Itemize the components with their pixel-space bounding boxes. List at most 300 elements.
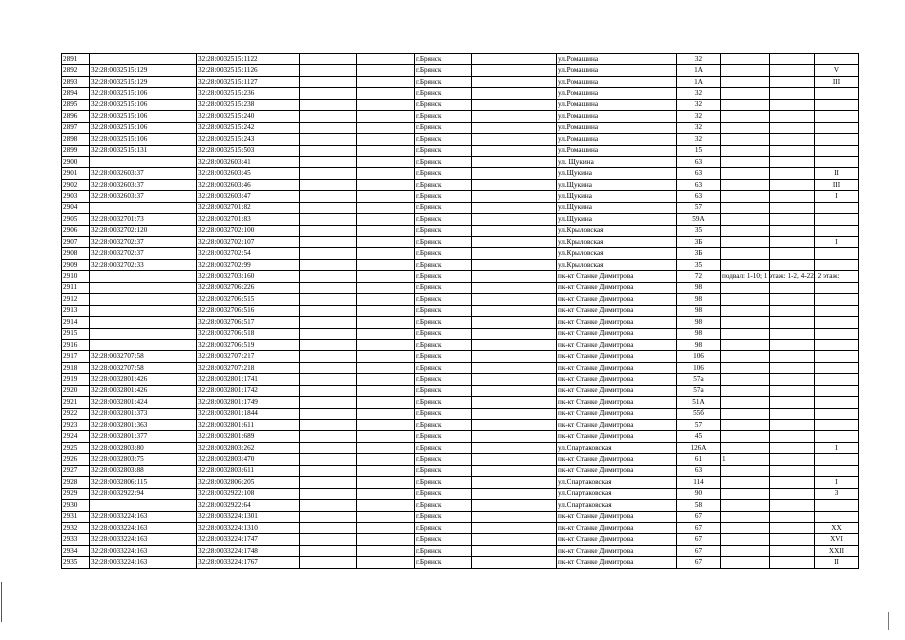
table-row — [62, 511, 859, 522]
empty-col-7-cell — [472, 408, 557, 419]
empty-col-11-cell — [770, 202, 815, 213]
row-number-cell: 2933 — [62, 534, 90, 545]
parent-cadastral-number-cell: 32:28:0032707:58 — [90, 351, 197, 362]
floor-roman-cell — [815, 500, 859, 511]
premises-cell — [721, 420, 770, 431]
cadastral-number-cell: 32:28:0032515:1126 — [197, 65, 300, 76]
city-cell: г.Брянск — [415, 397, 472, 408]
empty-col-5-cell — [357, 317, 415, 328]
parent-cadastral-number-cell — [90, 317, 197, 328]
floor-roman-cell — [815, 145, 859, 156]
house-number-cell: 98 — [677, 305, 721, 316]
table-row — [62, 225, 859, 236]
empty-col-5-cell — [357, 477, 415, 488]
floor-roman-cell: XX — [815, 522, 859, 533]
city-cell: г.Брянск — [415, 465, 472, 476]
city-cell: г.Брянск — [415, 500, 472, 511]
empty-col-5-cell — [357, 191, 415, 202]
house-number-cell: 32 — [677, 122, 721, 133]
row-number-cell: 2896 — [62, 111, 90, 122]
empty-col-4-cell — [300, 248, 357, 259]
empty-col-7-cell — [472, 156, 557, 167]
parent-cadastral-number-cell: 32:28:0033224:163 — [90, 522, 197, 533]
row-number-cell: 2923 — [62, 420, 90, 431]
street-cell: пк-кт Станке Димитрова — [557, 397, 677, 408]
parent-cadastral-number-cell: 32:28:0032603:37 — [90, 191, 197, 202]
city-cell: г.Брянск — [415, 522, 472, 533]
street-cell: пк-кт Станке Димитрова — [557, 385, 677, 396]
street-cell: ул.Ромашина — [557, 134, 677, 145]
parent-cadastral-number-cell: 32:28:0032702:33 — [90, 259, 197, 270]
empty-col-4-cell — [300, 88, 357, 99]
empty-col-4-cell — [300, 317, 357, 328]
house-number-cell: 98 — [677, 339, 721, 350]
table-row — [62, 305, 859, 316]
empty-col-5-cell — [357, 442, 415, 453]
empty-col-4-cell — [300, 65, 357, 76]
table-row — [62, 362, 859, 373]
house-number-cell: 67 — [677, 534, 721, 545]
table-row — [62, 522, 859, 533]
row-number-cell: 2901 — [62, 168, 90, 179]
empty-col-5-cell — [357, 225, 415, 236]
empty-col-4-cell — [300, 454, 357, 465]
house-number-cell: 57 — [677, 420, 721, 431]
empty-col-11-cell — [770, 111, 815, 122]
empty-col-4-cell — [300, 511, 357, 522]
row-number-cell: 2920 — [62, 385, 90, 396]
table-row — [62, 534, 859, 545]
empty-col-11-cell — [770, 122, 815, 133]
empty-col-4-cell — [300, 408, 357, 419]
empty-col-11-cell — [770, 156, 815, 167]
empty-col-4-cell — [300, 362, 357, 373]
street-cell: пк-кт Станке Димитрова — [557, 282, 677, 293]
street-cell: пк-кт Станке Димитрова — [557, 408, 677, 419]
row-number-cell: 2935 — [62, 557, 90, 568]
city-cell: г.Брянск — [415, 202, 472, 213]
street-cell: пк-кт Станке Димитрова — [557, 420, 677, 431]
empty-col-4-cell — [300, 202, 357, 213]
empty-col-7-cell — [472, 271, 557, 282]
house-number-cell: 67 — [677, 545, 721, 556]
house-number-cell: 57 — [677, 202, 721, 213]
premises-cell — [721, 282, 770, 293]
city-cell: г.Брянск — [415, 374, 472, 385]
house-number-cell: 45 — [677, 431, 721, 442]
parent-cadastral-number-cell: 32:28:0032515:106 — [90, 99, 197, 110]
empty-col-11-cell — [770, 511, 815, 522]
empty-col-5-cell — [357, 168, 415, 179]
cadastral-number-cell: 32:28:0032801:1741 — [197, 374, 300, 385]
empty-col-11-cell — [770, 385, 815, 396]
row-number-cell: 2924 — [62, 431, 90, 442]
row-number-cell: 2899 — [62, 145, 90, 156]
cadastral-number-cell: 32:28:0032706:519 — [197, 339, 300, 350]
table-row — [62, 431, 859, 442]
parent-cadastral-number-cell: 32:28:0032707:58 — [90, 362, 197, 373]
premises-cell — [721, 488, 770, 499]
floor-roman-cell — [815, 99, 859, 110]
street-cell: ул. Щукина — [557, 156, 677, 167]
street-cell: ул.Крыловская — [557, 225, 677, 236]
floor-roman-cell: III — [815, 76, 859, 87]
street-cell: ул.Щукина — [557, 168, 677, 179]
premises-cell — [721, 351, 770, 362]
parent-cadastral-number-cell: 32:28:0032701:73 — [90, 214, 197, 225]
empty-col-7-cell — [472, 442, 557, 453]
row-number-cell: 2921 — [62, 397, 90, 408]
empty-col-7-cell — [472, 168, 557, 179]
cadastral-number-cell: 32:28:0033224:1748 — [197, 545, 300, 556]
empty-col-5-cell — [357, 488, 415, 499]
house-number-cell: 67 — [677, 511, 721, 522]
empty-col-11-cell — [770, 145, 815, 156]
city-cell: г.Брянск — [415, 191, 472, 202]
empty-col-7-cell — [472, 557, 557, 568]
street-cell: пк-кт Станке Димитрова — [557, 362, 677, 373]
city-cell: г.Брянск — [415, 134, 472, 145]
street-cell: пк-кт Станке Димитрова — [557, 465, 677, 476]
street-cell: пк-кт Станке Димитрова — [557, 454, 677, 465]
house-number-cell: 67 — [677, 522, 721, 533]
empty-col-11-cell — [770, 534, 815, 545]
empty-col-11-cell — [770, 500, 815, 511]
empty-col-11-cell — [770, 225, 815, 236]
premises-cell — [721, 237, 770, 248]
floor-roman-cell — [815, 385, 859, 396]
empty-col-11-cell — [770, 454, 815, 465]
table-row — [62, 54, 859, 65]
row-number-cell: 2927 — [62, 465, 90, 476]
parent-cadastral-number-cell: 32:28:0032806:115 — [90, 477, 197, 488]
premises-cell: подвал: 1-10; 1 этаж: 1-2, 4-22; 2 этаж: — [721, 271, 770, 282]
city-cell: г.Брянск — [415, 76, 472, 87]
table-row — [62, 465, 859, 476]
empty-col-4-cell — [300, 351, 357, 362]
city-cell: г.Брянск — [415, 259, 472, 270]
empty-col-7-cell — [472, 214, 557, 225]
floor-roman-cell — [815, 294, 859, 305]
empty-col-7-cell — [472, 511, 557, 522]
floor-roman-cell — [815, 339, 859, 350]
premises-cell — [721, 191, 770, 202]
parent-cadastral-number-cell: 32:28:0032515:131 — [90, 145, 197, 156]
street-cell: пк-кт Станке Димитрова — [557, 511, 677, 522]
empty-col-5-cell — [357, 54, 415, 65]
cadastral-number-cell: 32:28:0032515:243 — [197, 134, 300, 145]
empty-col-4-cell — [300, 442, 357, 453]
cadastral-number-cell: 32:28:0032603:45 — [197, 168, 300, 179]
empty-col-11-cell — [770, 465, 815, 476]
city-cell: г.Брянск — [415, 362, 472, 373]
table-row — [62, 179, 859, 190]
row-number-cell: 2895 — [62, 99, 90, 110]
parent-cadastral-number-cell: 32:28:0032702:37 — [90, 237, 197, 248]
street-cell: ул.Ромашина — [557, 76, 677, 87]
floor-roman-cell — [815, 362, 859, 373]
premises-cell — [721, 545, 770, 556]
floor-roman-cell: V — [815, 65, 859, 76]
row-number-cell: 2913 — [62, 305, 90, 316]
parent-cadastral-number-cell — [90, 294, 197, 305]
house-number-cell: 3Б — [677, 248, 721, 259]
cadastral-number-cell: 32:28:0032701:82 — [197, 202, 300, 213]
table-row — [62, 237, 859, 248]
table-row — [62, 374, 859, 385]
house-number-cell: 90 — [677, 488, 721, 499]
city-cell: г.Брянск — [415, 111, 472, 122]
empty-col-4-cell — [300, 214, 357, 225]
row-number-cell: 2926 — [62, 454, 90, 465]
premises-cell — [721, 385, 770, 396]
empty-col-7-cell — [472, 328, 557, 339]
table-row — [62, 557, 859, 568]
house-number-cell: 98 — [677, 317, 721, 328]
premises-cell — [721, 477, 770, 488]
empty-col-4-cell — [300, 282, 357, 293]
house-number-cell: 126А — [677, 442, 721, 453]
empty-col-5-cell — [357, 557, 415, 568]
street-cell: ул.Щукина — [557, 191, 677, 202]
empty-col-11-cell — [770, 134, 815, 145]
city-cell: г.Брянск — [415, 454, 472, 465]
table-row — [62, 339, 859, 350]
cadastral-number-cell: 32:28:0033224:1301 — [197, 511, 300, 522]
city-cell: г.Брянск — [415, 145, 472, 156]
cadastral-number-cell: 32:28:0032801:1844 — [197, 408, 300, 419]
empty-col-7-cell — [472, 397, 557, 408]
premises-cell — [721, 88, 770, 99]
empty-col-5-cell — [357, 362, 415, 373]
row-number-cell: 2908 — [62, 248, 90, 259]
empty-col-4-cell — [300, 76, 357, 87]
parent-cadastral-number-cell — [90, 202, 197, 213]
empty-col-4-cell — [300, 179, 357, 190]
empty-col-11-cell — [770, 362, 815, 373]
house-number-cell: 1А — [677, 65, 721, 76]
parent-cadastral-number-cell: 32:28:0032515:106 — [90, 88, 197, 99]
table-row — [62, 477, 859, 488]
empty-col-7-cell — [472, 191, 557, 202]
empty-col-11-cell — [770, 76, 815, 87]
cadastral-number-cell: 32:28:0032922:64 — [197, 500, 300, 511]
street-cell: ул.Спартаковская — [557, 488, 677, 499]
floor-roman-cell — [815, 202, 859, 213]
empty-col-7-cell — [472, 362, 557, 373]
parent-cadastral-number-cell: 32:28:0032515:129 — [90, 65, 197, 76]
floor-roman-cell: III — [815, 179, 859, 190]
empty-col-4-cell — [300, 477, 357, 488]
empty-col-7-cell — [472, 111, 557, 122]
parent-cadastral-number-cell: 32:28:0032515:106 — [90, 122, 197, 133]
city-cell: г.Брянск — [415, 511, 472, 522]
street-cell: пк-кт Станке Димитрова — [557, 431, 677, 442]
house-number-cell: 63 — [677, 465, 721, 476]
empty-col-11-cell — [770, 545, 815, 556]
cadastral-number-cell: 32:28:0032603:47 — [197, 191, 300, 202]
row-number-cell: 2932 — [62, 522, 90, 533]
parent-cadastral-number-cell: 32:28:0033224:163 — [90, 511, 197, 522]
empty-col-4-cell — [300, 397, 357, 408]
empty-col-11-cell — [770, 339, 815, 350]
row-number-cell: 2928 — [62, 477, 90, 488]
cadastral-number-cell: 32:28:0032702:99 — [197, 259, 300, 270]
floor-roman-cell: 3 — [815, 488, 859, 499]
empty-col-5-cell — [357, 305, 415, 316]
premises-cell — [721, 317, 770, 328]
parent-cadastral-number-cell: 32:28:0033224:163 — [90, 534, 197, 545]
city-cell: г.Брянск — [415, 339, 472, 350]
floor-roman-cell — [815, 511, 859, 522]
house-number-cell: 63 — [677, 168, 721, 179]
table-row — [62, 294, 859, 305]
house-number-cell: 32 — [677, 111, 721, 122]
floor-roman-cell — [815, 431, 859, 442]
cadastral-number-cell: 32:28:0032706:226 — [197, 282, 300, 293]
row-number-cell: 2916 — [62, 339, 90, 350]
row-number-cell: 2907 — [62, 237, 90, 248]
row-number-cell: 2902 — [62, 179, 90, 190]
empty-col-11-cell — [770, 248, 815, 259]
cadastral-number-cell: 32:28:0032706:516 — [197, 305, 300, 316]
table-row — [62, 134, 859, 145]
empty-col-7-cell — [472, 88, 557, 99]
table-row — [62, 191, 859, 202]
table-row — [62, 122, 859, 133]
parent-cadastral-number-cell — [90, 305, 197, 316]
row-number-cell: 2910 — [62, 271, 90, 282]
house-number-cell: 67 — [677, 557, 721, 568]
city-cell: г.Брянск — [415, 317, 472, 328]
empty-col-5-cell — [357, 282, 415, 293]
house-number-cell: 106 — [677, 351, 721, 362]
empty-col-5-cell — [357, 179, 415, 190]
street-cell: пк-кт Станке Димитрова — [557, 374, 677, 385]
premises-cell — [721, 214, 770, 225]
empty-col-5-cell — [357, 237, 415, 248]
row-number-cell: 2892 — [62, 65, 90, 76]
empty-col-7-cell — [472, 248, 557, 259]
parent-cadastral-number-cell: 32:28:0032801:426 — [90, 385, 197, 396]
premises-cell — [721, 431, 770, 442]
empty-col-5-cell — [357, 156, 415, 167]
empty-col-11-cell — [770, 179, 815, 190]
street-cell: ул.Ромашина — [557, 122, 677, 133]
street-cell: пк-кт Станке Димитрова — [557, 317, 677, 328]
street-cell: ул.Ромашина — [557, 54, 677, 65]
cadastral-number-cell: 32:28:0032702:100 — [197, 225, 300, 236]
empty-col-5-cell — [357, 145, 415, 156]
premises-cell — [721, 225, 770, 236]
house-number-cell: 114 — [677, 477, 721, 488]
floor-roman-cell: XXII — [815, 545, 859, 556]
empty-col-4-cell — [300, 99, 357, 110]
empty-col-7-cell — [472, 374, 557, 385]
city-cell: г.Брянск — [415, 442, 472, 453]
empty-col-5-cell — [357, 88, 415, 99]
city-cell: г.Брянск — [415, 385, 472, 396]
premises-cell — [721, 522, 770, 533]
empty-col-4-cell — [300, 374, 357, 385]
empty-col-11-cell — [770, 294, 815, 305]
premises-cell — [721, 362, 770, 373]
floor-roman-cell — [815, 420, 859, 431]
cadastral-number-cell: 32:28:0032801:1749 — [197, 397, 300, 408]
parent-cadastral-number-cell: 32:28:0033224:163 — [90, 545, 197, 556]
empty-col-7-cell — [472, 237, 557, 248]
empty-col-4-cell — [300, 237, 357, 248]
cadastral-number-cell: 32:28:0032515:1122 — [197, 54, 300, 65]
empty-col-7-cell — [472, 305, 557, 316]
table-row — [62, 65, 859, 76]
premises-cell — [721, 500, 770, 511]
empty-col-7-cell — [472, 420, 557, 431]
cadastral-number-cell: 32:28:0032703:160 — [197, 271, 300, 282]
table-row — [62, 168, 859, 179]
house-number-cell: 98 — [677, 328, 721, 339]
row-number-cell: 2904 — [62, 202, 90, 213]
floor-roman-cell — [815, 317, 859, 328]
parent-cadastral-number-cell: 32:28:0032922:94 — [90, 488, 197, 499]
table-row — [62, 442, 859, 453]
row-number-cell: 2897 — [62, 122, 90, 133]
floor-roman-cell: II — [815, 168, 859, 179]
floor-roman-cell — [815, 88, 859, 99]
empty-col-5-cell — [357, 259, 415, 270]
premises-cell — [721, 111, 770, 122]
cadastral-number-cell: 32:28:0033224:1310 — [197, 522, 300, 533]
empty-col-7-cell — [472, 488, 557, 499]
table-row — [62, 545, 859, 556]
street-cell: пк-кт Станке Димитрова — [557, 557, 677, 568]
empty-col-7-cell — [472, 99, 557, 110]
cadastral-number-cell: 32:28:0032702:54 — [197, 248, 300, 259]
empty-col-4-cell — [300, 191, 357, 202]
city-cell: г.Брянск — [415, 156, 472, 167]
premises-cell — [721, 328, 770, 339]
street-cell: ул.Щукина — [557, 214, 677, 225]
cadastral-number-cell: 32:28:0032801:689 — [197, 431, 300, 442]
floor-roman-cell: I — [815, 237, 859, 248]
house-number-cell: 59А — [677, 214, 721, 225]
row-number-cell: 2912 — [62, 294, 90, 305]
parent-cadastral-number-cell — [90, 500, 197, 511]
empty-col-5-cell — [357, 420, 415, 431]
row-number-cell: 2918 — [62, 362, 90, 373]
table-row — [62, 259, 859, 270]
street-cell: ул.Спартаковская — [557, 477, 677, 488]
registry-sheet — [61, 53, 859, 569]
floor-roman-cell — [815, 305, 859, 316]
parent-cadastral-number-cell: 32:28:0032603:37 — [90, 179, 197, 190]
city-cell: г.Брянск — [415, 248, 472, 259]
table-row — [62, 420, 859, 431]
city-cell: г.Брянск — [415, 99, 472, 110]
premises-cell — [721, 179, 770, 190]
premises-cell — [721, 54, 770, 65]
premises-cell — [721, 134, 770, 145]
city-cell: г.Брянск — [415, 65, 472, 76]
empty-col-4-cell — [300, 465, 357, 476]
premises-cell — [721, 374, 770, 385]
house-number-cell: 35 — [677, 259, 721, 270]
empty-col-7-cell — [472, 179, 557, 190]
street-cell: ул.Ромашина — [557, 145, 677, 156]
empty-col-11-cell — [770, 522, 815, 533]
empty-col-4-cell — [300, 522, 357, 533]
city-cell: г.Брянск — [415, 477, 472, 488]
